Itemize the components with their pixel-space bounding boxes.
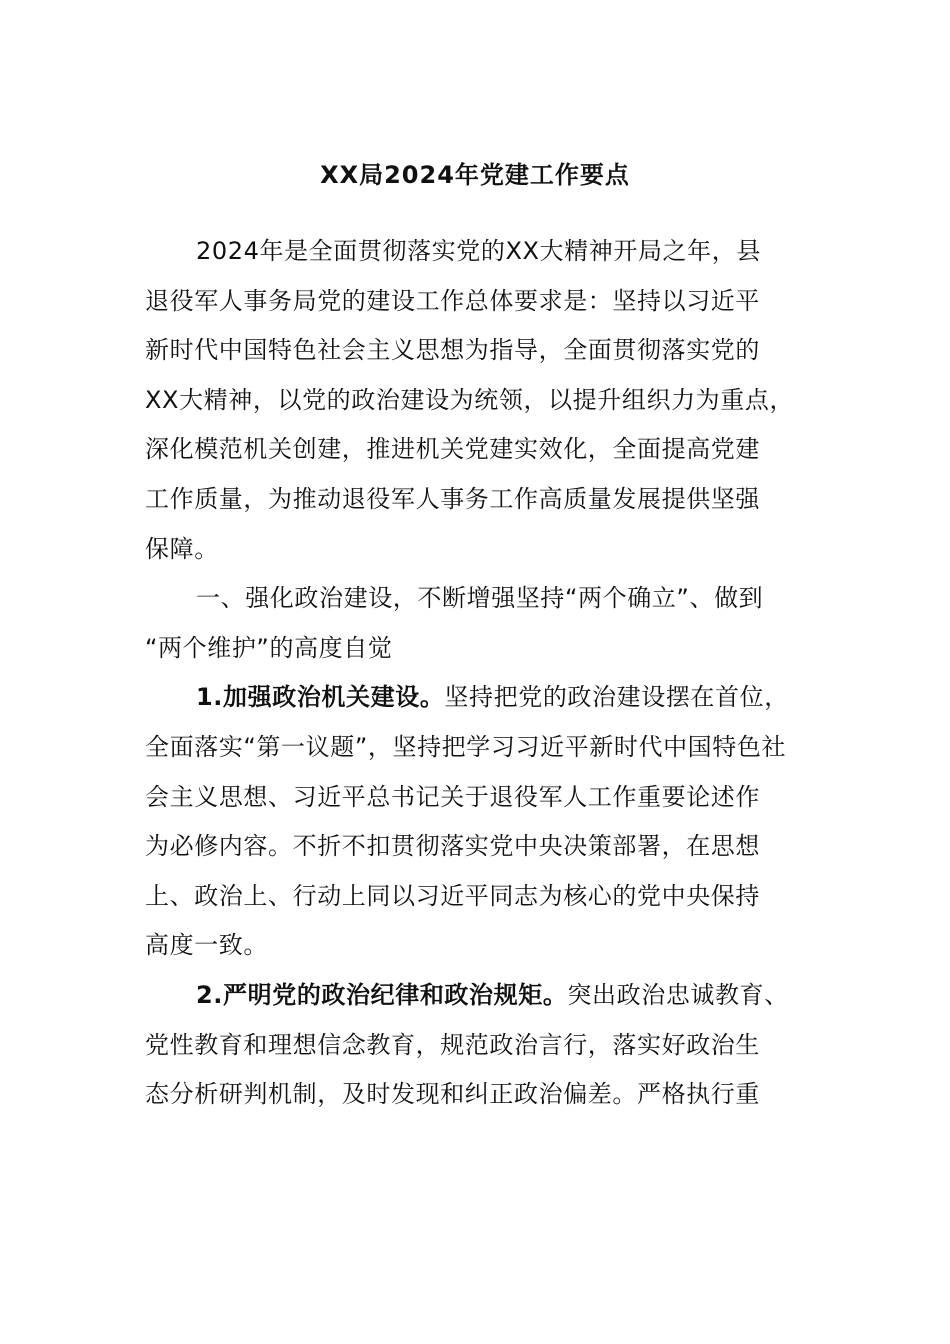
paragraph-line: 深化模范机关创建，推进机关党建实效化，全面提高党建 [145, 435, 760, 464]
paragraph-line: 态分析研判机制，及时发现和纠正政治偏差。严格执行重 [145, 1080, 760, 1109]
paragraph-line: 全面落实“第一议题”，坚持把学习习近平新时代中国特色社 [145, 732, 787, 761]
paragraph-line: XX大精神，以党的政治建设为统领，以提升组织力为重点， [145, 385, 795, 414]
paragraph-line: 会主义思想、习近平总书记关于退役军人工作重要论述作 [145, 782, 760, 811]
paragraph-line: 高度一致。 [145, 931, 268, 960]
section-heading-line: “两个维护”的高度自觉 [145, 633, 393, 662]
paragraph-line: 工作质量，为推动退役军人事务工作高质量发展提供坚强 [145, 484, 760, 513]
item-heading: 2.严明党的政治纪律和政治规矩。 [196, 980, 568, 1009]
paragraph-line: 上、政治上、行动上同以习近平同志为核心的党中央保持 [145, 881, 760, 910]
paragraph-line: 保障。 [145, 534, 219, 563]
item-first-line [145, 673, 789, 723]
paragraph-line: 新时代中国特色社会主义思想为指导，全面贯彻落实党的 [145, 336, 760, 365]
paragraph-line: 为必修内容。不折不扣贯彻落实党中央决策部署，在思想 [145, 832, 760, 861]
paragraph-line: 2024年是全面贯彻落实党的XX大精神开局之年，县 [196, 237, 761, 265]
item-heading: 1.加强政治机关建设。 [196, 683, 445, 712]
document-body [145, 227, 795, 1120]
section-heading-line: 一、强化政治建设，不断增强坚持“两个确立”、做到 [196, 584, 764, 613]
document-title: XX局2024年党建工作要点 [320, 161, 630, 189]
item-text: 坚持把党的政治建设摆在首位， [444, 683, 789, 712]
item-first-line [145, 971, 789, 1021]
paragraph-line: 退役军人事务局党的建设工作总体要求是：坚持以习近平 [145, 286, 760, 315]
item-text: 突出政治忠诚教育、 [567, 980, 789, 1009]
paragraph-line: 党性教育和理想信念教育，规范政治言行，落实好政治生 [145, 1030, 760, 1059]
